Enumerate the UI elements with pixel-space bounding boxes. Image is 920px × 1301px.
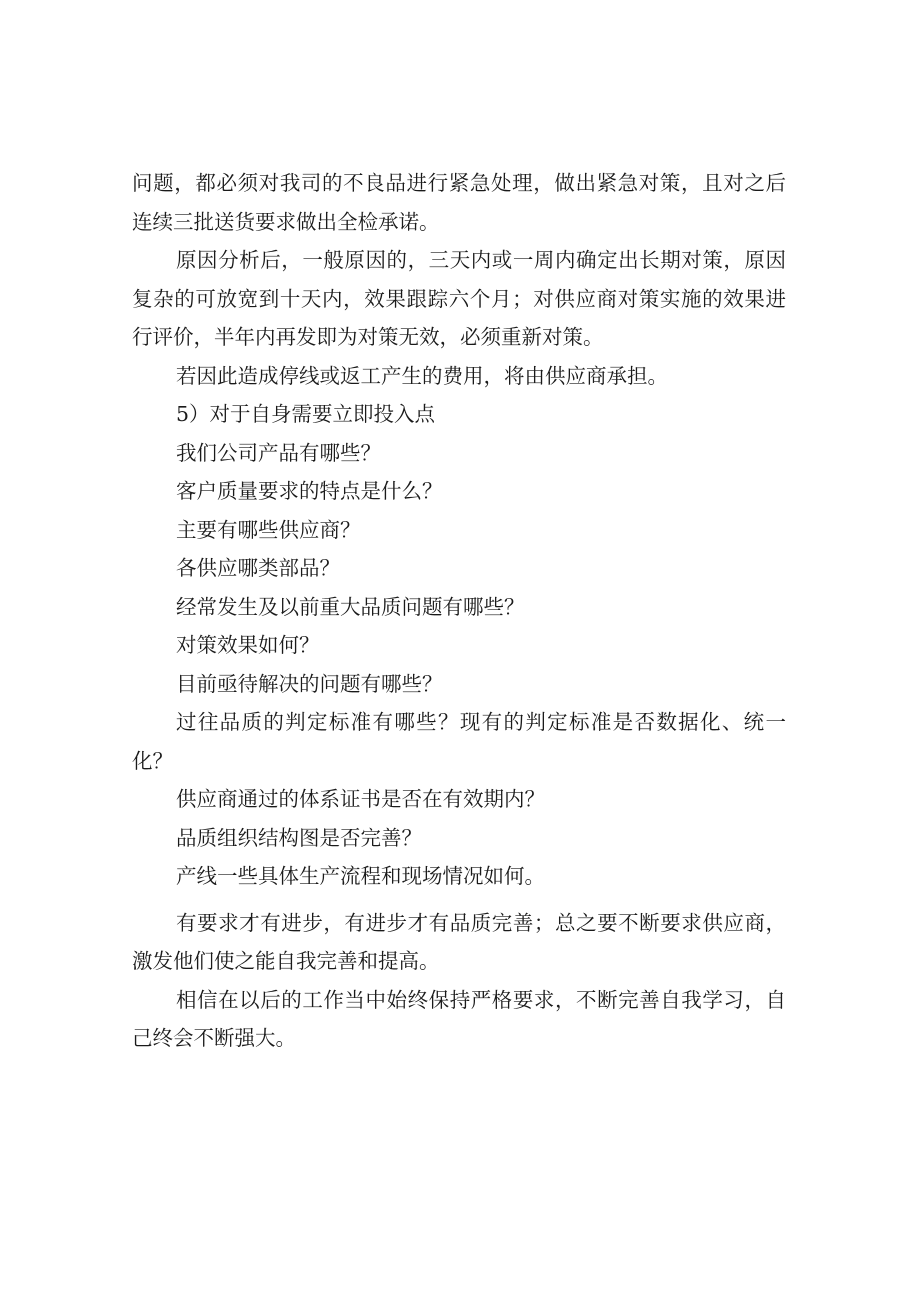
paragraph-cause-analysis: 原因分析后，一般原因的，三天内或一周内确定出长期对策，原因复杂的可放宽到十天内，效果跟踪六个月；对供应商对策实施的效果进行评价，半年内再发即为对策无效，必须重新对策。 [132,248,786,349]
closing-paragraph: 相信在以后的工作当中始终保持严格要求，不断完善自我学习，自己终会不断强大。 [132,987,786,1050]
document-body [132,164,786,1058]
question-item: 产线一些具体生产流程和现场情况如何。 [176,864,545,888]
question-item: 目前亟待解决的问题有哪些？ [176,671,443,696]
question-list [132,434,786,896]
question-item: 对策效果如何？ [176,633,320,657]
question-item: 我们公司产品有哪些？ [176,440,381,465]
section-heading: 5）对于自身需要立即投入点 [176,402,436,426]
question-item: 过往品质的判定标准有哪些？现有的判定标准是否数据化、统一化？ [132,710,786,773]
question-item: 供应商通过的体系证书是否在有效期内？ [176,787,545,811]
closing-paragraph: 有要求才有进步，有进步才有品质完善；总之要不断要求供应商，激发他们使之能自我完善和提高。 [132,910,786,973]
question-item: 客户质量要求的特点是什么？ [176,479,443,503]
question-item: 主要有哪些供应商？ [176,517,361,542]
paragraph-cost-responsibility: 若因此造成停线或返工产生的费用，将由供应商承担。 [176,363,668,388]
question-item: 经常发生及以前重大品质问题有哪些？ [176,594,525,619]
question-item: 各供应哪类部品？ [176,556,340,580]
question-item: 品质组织结构图是否完善？ [176,825,422,850]
paragraph-continuation: 问题，都必须对我司的不良品进行紧急处理，做出紧急对策，且对之后连续三批送货要求做出全检承诺。 [132,171,786,234]
